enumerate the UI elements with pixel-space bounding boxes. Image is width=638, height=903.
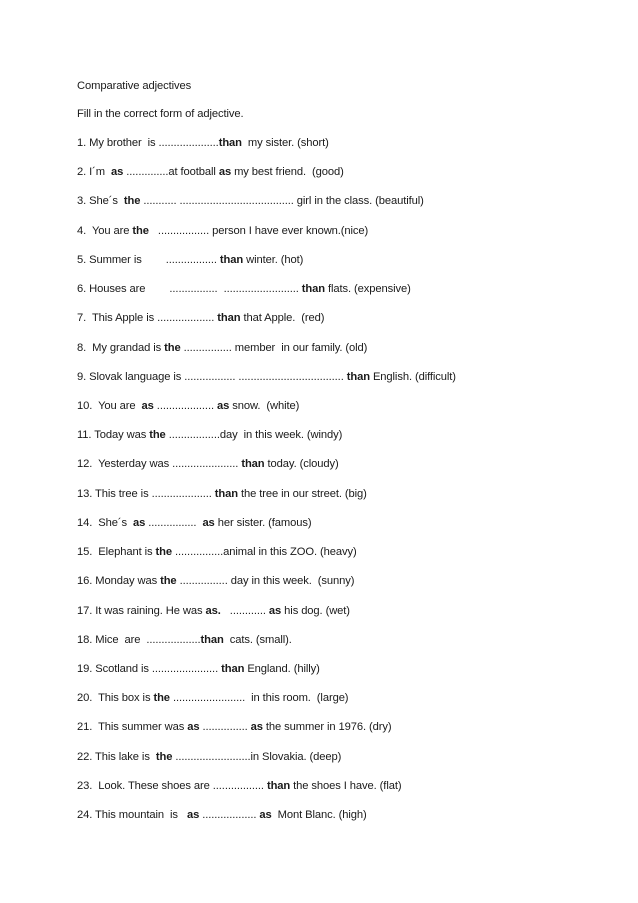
exercise-text: 12. Yesterday was ...................... — [77, 458, 242, 471]
exercise-text: 8. My grandad is — [77, 341, 165, 354]
exercise-item — [77, 194, 424, 208]
exercise-text: his dog. (wet) — [281, 604, 350, 617]
exercise-keyword: as — [259, 809, 272, 822]
exercise-item — [77, 604, 350, 618]
exercise-text: Mont Blanc. (high) — [271, 809, 367, 822]
exercise-keyword: as — [268, 604, 282, 617]
exercise-text: ................ day in this week. (sunny) — [176, 575, 355, 588]
exercise-text: ..............at football — [126, 166, 219, 179]
exercise-item — [77, 136, 329, 150]
exercise-text: that Apple. (red) — [240, 312, 325, 325]
exercise-keyword: than — [200, 633, 224, 646]
exercise-text: ................ member in our family. (old) — [180, 341, 368, 354]
exercise-keyword: the — [155, 750, 173, 763]
exercise-keyword: as — [250, 721, 263, 734]
exercise-text: ............ — [220, 604, 269, 617]
exercise-text: ........................ in this room. (large) — [169, 692, 349, 705]
exercise-item — [77, 224, 368, 238]
exercise-text: 20. This box is — [77, 692, 154, 705]
exercise-text: winter. (hot) — [243, 253, 304, 266]
exercise-text: 2. I´m — [77, 166, 112, 179]
exercise-item — [77, 574, 354, 588]
exercise-item — [77, 253, 303, 267]
exercise-text: 5. Summer is ................. — [77, 253, 220, 266]
exercise-keyword: than — [266, 779, 291, 792]
exercise-keyword: than — [301, 283, 325, 296]
exercise-keyword: than — [219, 253, 244, 266]
exercise-text: 13. This tree is .................... — [77, 487, 215, 500]
exercise-keyword: than — [241, 458, 265, 471]
exercise-item — [77, 487, 367, 501]
exercise-text: 16. Monday was — [77, 575, 161, 588]
exercise-keyword: than — [218, 137, 242, 149]
exercise-text: 19. Scotland is ...................... — [77, 663, 222, 675]
exercise-text: my best friend. (good) — [231, 166, 344, 179]
exercise-keyword: as — [133, 516, 146, 529]
exercise-text: 9. Slovak language is ................. ................................... — [77, 370, 347, 383]
exercise-text: cats. (small). — [223, 633, 292, 646]
exercise-keyword: the — [160, 575, 177, 588]
exercise-keyword: the — [123, 195, 141, 208]
exercise-text: 22. This lake is — [77, 750, 156, 763]
exercise-keyword: as — [202, 516, 215, 529]
exercise-text: 23. Look. These shoes are ................. — [77, 779, 267, 792]
exercise-text: 3. She´s — [77, 195, 124, 208]
exercise-text: ............... — [199, 721, 251, 734]
exercise-item — [77, 779, 401, 793]
exercise-text: 21. This summer was — [77, 721, 188, 734]
exercise-item — [77, 399, 299, 413]
exercise-keyword: as — [186, 809, 200, 822]
worksheet-instruction: Fill in the correct form of adjective. — [77, 108, 244, 120]
exercise-keyword: as — [218, 166, 232, 179]
exercise-text: the summer in 1976. (dry) — [262, 721, 392, 734]
exercise-text: 11. Today was — [77, 429, 150, 442]
exercise-keyword: as — [111, 166, 127, 179]
exercise-keyword: the — [132, 224, 149, 237]
exercise-text: today. (cloudy) — [264, 458, 339, 471]
exercise-text: ........... ...................................... girl in the class. (beautiful) — [140, 195, 424, 208]
exercise-text: ................ — [145, 516, 203, 529]
exercise-item — [77, 341, 367, 355]
exercise-text: England. (hilly) — [244, 663, 320, 675]
exercise-item — [77, 370, 456, 384]
exercise-text: the tree in our street. (big) — [237, 487, 367, 500]
exercise-keyword: than — [221, 663, 245, 675]
exercise-text: .................day in this week. (windy) — [165, 429, 343, 442]
exercise-item — [77, 750, 341, 764]
exercise-text: the shoes I have. (flat) — [290, 779, 402, 792]
exercise-item — [77, 633, 292, 647]
exercise-text: 1. My brother is .................... — [77, 137, 219, 149]
exercise-item — [77, 428, 342, 442]
exercise-item — [77, 516, 311, 530]
exercise-text: her sister. (famous) — [214, 516, 312, 529]
exercise-keyword: than — [346, 370, 370, 383]
exercise-text: snow. (white) — [229, 400, 300, 412]
exercise-keyword: the — [153, 692, 170, 705]
exercise-keyword: as — [141, 400, 154, 412]
exercise-text: 15. Elephant is — [77, 546, 156, 559]
exercise-keyword: as. — [205, 604, 221, 617]
exercise-text: ................animal in this ZOO. (heavy) — [172, 546, 357, 559]
exercise-keyword: the — [164, 341, 181, 354]
worksheet-title: Comparative adjectives — [77, 80, 192, 92]
exercise-item — [77, 457, 339, 471]
exercise-item — [77, 691, 348, 705]
exercise-keyword: than — [217, 312, 241, 325]
exercise-text: 18. Mice are .................. — [77, 633, 201, 646]
exercise-text: 24. This mountain is — [77, 809, 187, 822]
exercise-text: my sister. (short) — [241, 137, 329, 149]
exercise-text: .................. — [199, 809, 260, 822]
exercise-text: ................. person I have ever known.(nice) — [148, 224, 369, 237]
exercise-keyword: as — [216, 400, 230, 412]
exercise-item — [77, 808, 367, 822]
exercise-text: flats. (expensive) — [325, 283, 411, 296]
exercise-item — [77, 282, 411, 296]
exercise-keyword: as — [187, 721, 200, 734]
exercise-item — [77, 720, 391, 734]
exercise-item — [77, 165, 344, 179]
exercise-item — [77, 311, 324, 325]
exercise-keyword: the — [149, 429, 166, 442]
exercise-item — [77, 545, 357, 559]
exercise-text: 4. You are — [77, 224, 133, 237]
exercise-text: 7. This Apple is ................... — [77, 312, 218, 325]
exercise-text: 14. She´s — [77, 516, 134, 529]
exercise-text: 6. Houses are ................ ......................... — [77, 283, 302, 296]
exercise-keyword: than — [214, 487, 238, 500]
exercise-text: English. (difficult) — [369, 370, 456, 383]
exercise-text: .........................in Slovakia. (deep) — [172, 750, 342, 763]
exercise-keyword: the — [155, 546, 173, 559]
exercise-text: ................... — [153, 400, 217, 412]
exercise-item — [77, 662, 320, 676]
exercise-text: 17. It was raining. He was — [77, 604, 206, 617]
exercise-text: 10. You are — [77, 400, 142, 412]
